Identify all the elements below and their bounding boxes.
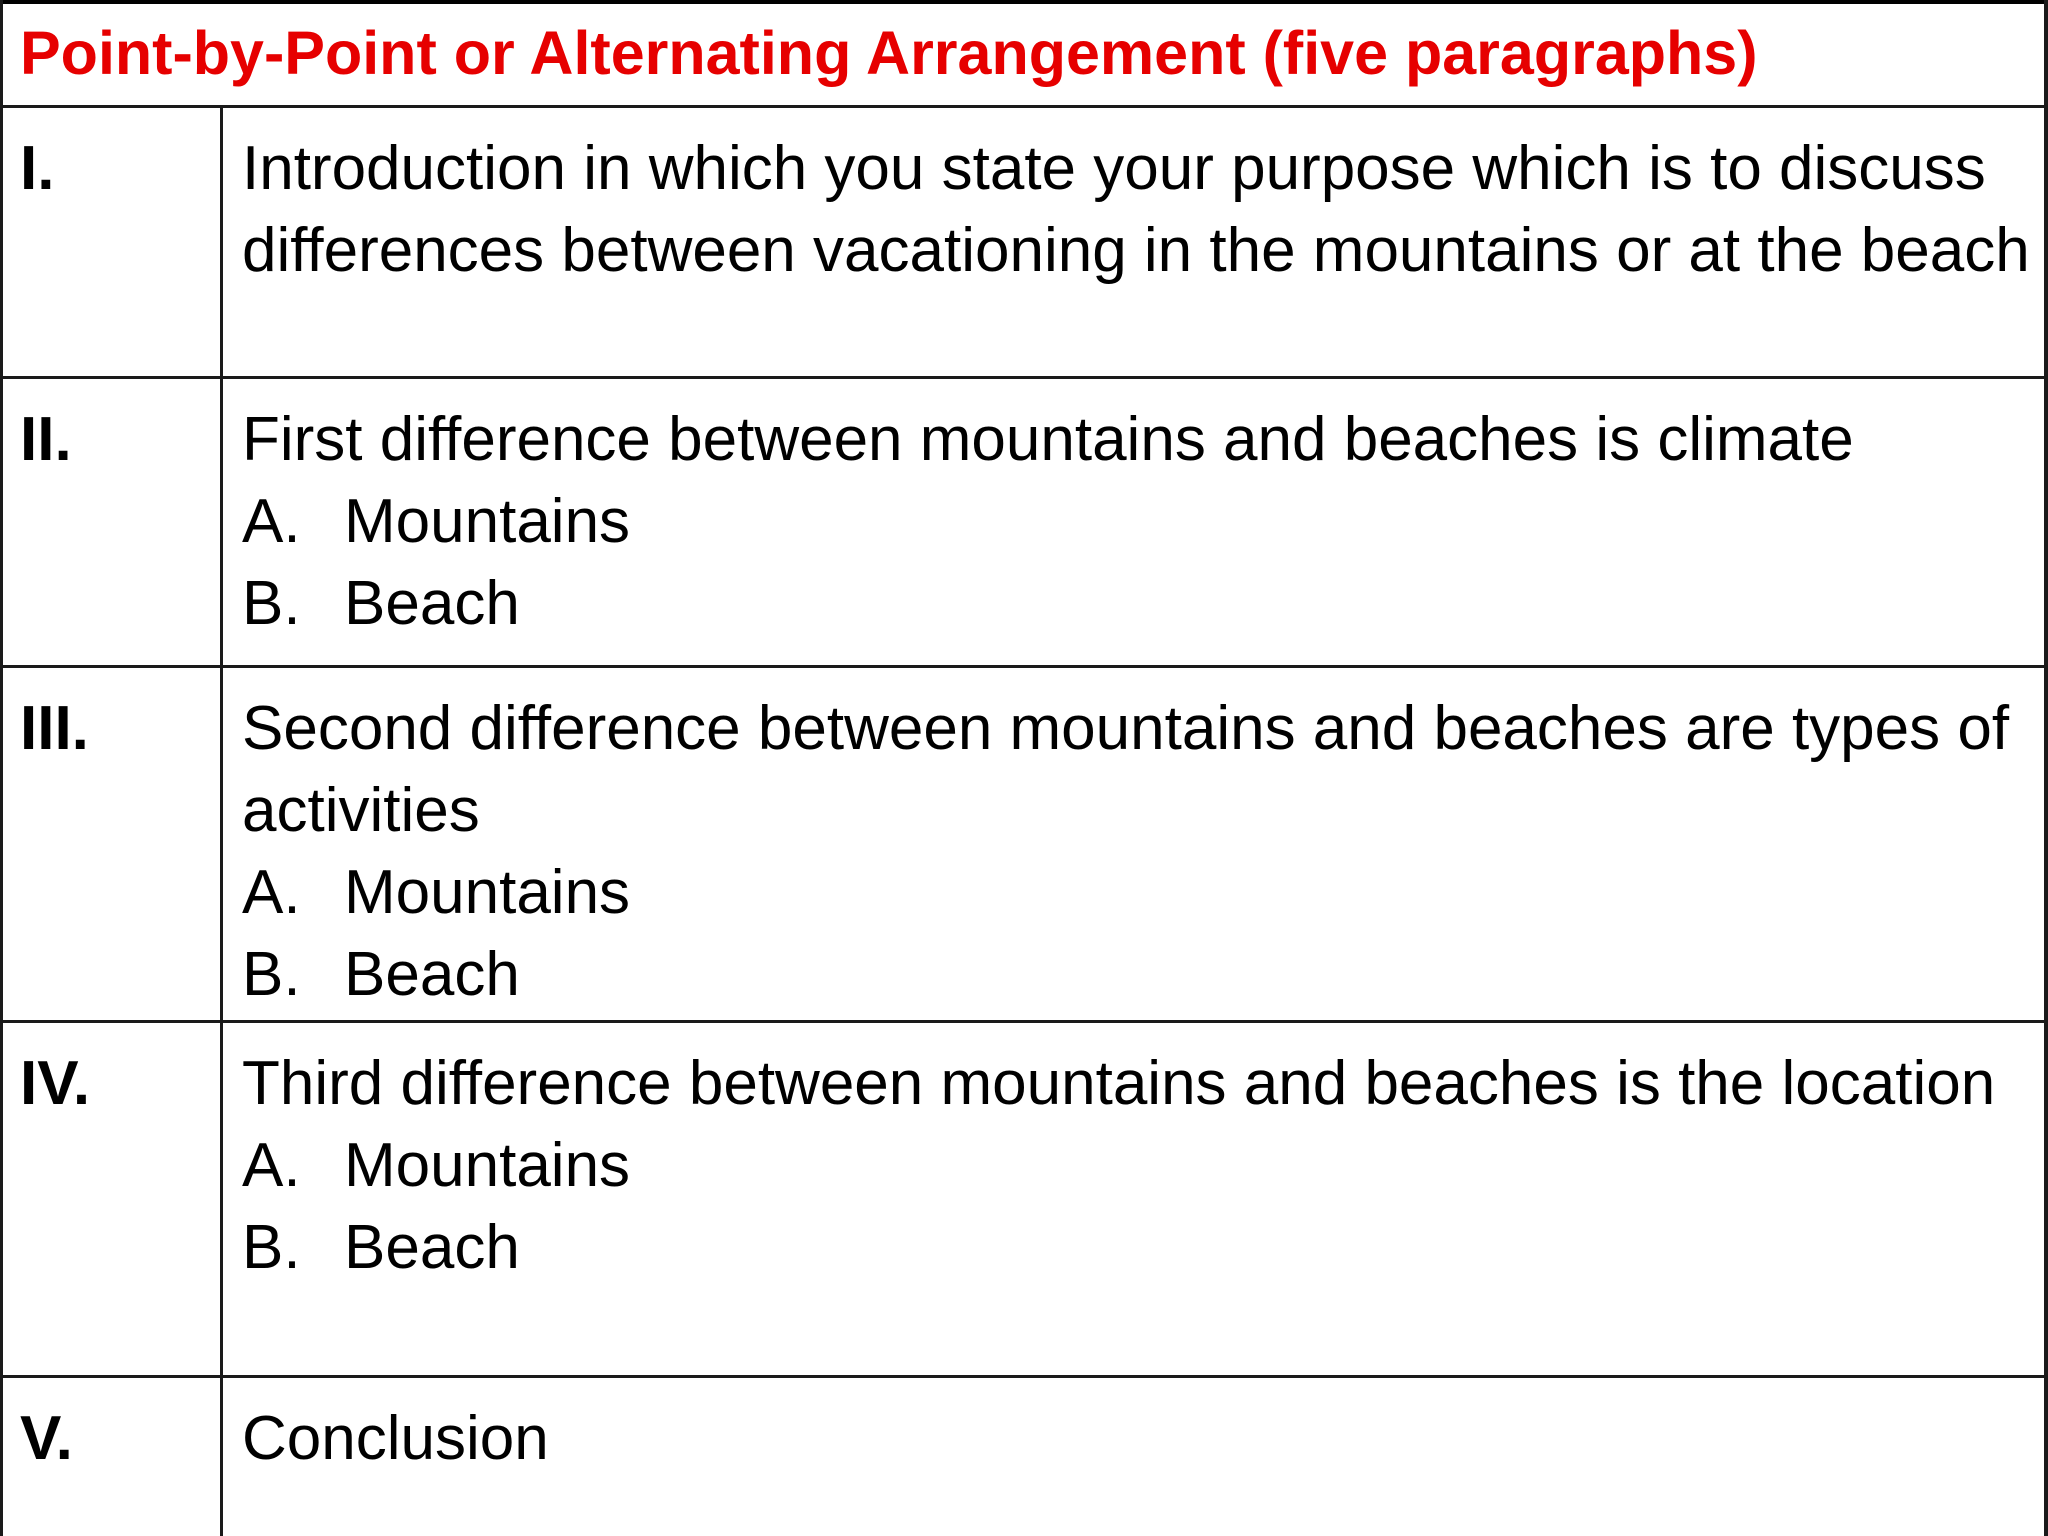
- row-content: [242, 688, 2042, 1016]
- roman-numeral: V.: [20, 1404, 73, 1473]
- sub-item: [242, 1125, 2042, 1207]
- left-border: [0, 0, 3, 1536]
- outline-row-1: [0, 108, 2048, 379]
- roman-numeral: III.: [20, 694, 89, 763]
- outline-row-3: [0, 668, 2048, 1023]
- sub-item-label: Beach: [344, 940, 520, 1009]
- title-row: [0, 0, 2048, 108]
- sub-item-label: Beach: [344, 1213, 520, 1282]
- outline-row-2: [0, 379, 2048, 668]
- sub-item-marker: A.: [242, 487, 301, 556]
- row-text: First difference between mountains and beaches is climate: [242, 405, 1854, 474]
- roman-numeral: II.: [20, 405, 72, 474]
- sub-item-marker: B.: [242, 940, 301, 1009]
- row-text: Conclusion: [242, 1404, 549, 1473]
- sub-item-marker: B.: [242, 569, 301, 638]
- sub-item: [242, 563, 2042, 645]
- sub-item-label: Mountains: [344, 858, 631, 927]
- roman-numeral: I.: [20, 134, 55, 203]
- right-border: [2044, 0, 2048, 1536]
- roman-numeral: IV.: [20, 1049, 91, 1118]
- sub-item-marker: A.: [242, 858, 301, 927]
- row-content: [242, 1043, 2042, 1289]
- outline-row-5: [0, 1378, 2048, 1536]
- table-title: Point-by-Point or Alternating Arrangement (five paragraphs): [20, 19, 1758, 87]
- sub-item: [242, 852, 2042, 934]
- sub-item: [242, 1207, 2042, 1289]
- sub-item-label: Mountains: [344, 487, 631, 556]
- outline-row-4: [0, 1023, 2048, 1378]
- column-divider: [220, 108, 223, 1536]
- row-content: [242, 399, 2042, 645]
- row-text: Third difference between mountains and beaches is the location: [242, 1049, 1996, 1118]
- sub-item-label: Beach: [344, 569, 520, 638]
- row-content: [242, 128, 2042, 292]
- sub-item: [242, 934, 2042, 1016]
- row-text: Introduction in which you state your purpose which is to discuss differences between vacationing in the mountains or at the beach: [242, 134, 2030, 285]
- sub-item-label: Mountains: [344, 1131, 631, 1200]
- row-text: Second difference between mountains and beaches are types of activities: [242, 694, 2010, 845]
- row-content: [242, 1398, 2042, 1480]
- sub-item: [242, 481, 2042, 563]
- sub-item-marker: B.: [242, 1213, 301, 1282]
- sub-item-marker: A.: [242, 1131, 301, 1200]
